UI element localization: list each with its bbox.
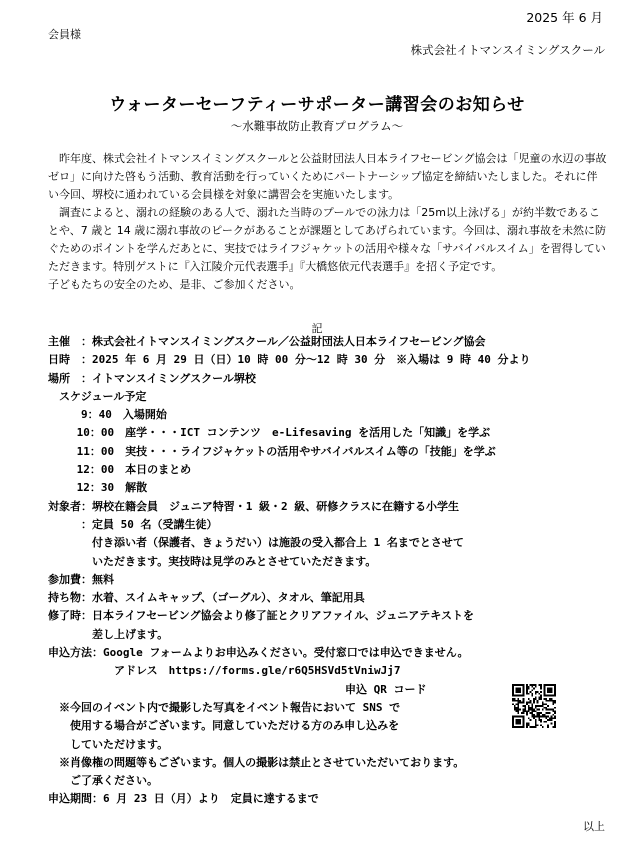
event-details <box>48 333 531 809</box>
notice-body <box>48 150 608 294</box>
note-photo-cont: 使用する場合がございます。同意していただける方のみ申し込みを <box>48 719 400 733</box>
schedule-item: 12：30 解散 <box>48 481 148 495</box>
detail-period: 申込期間：6 月 23 日（月）より 定員に達するまで <box>48 792 319 806</box>
schedule-item: 11：00 実技・・・ライフジャケットの活用やサバイバルスイム等の「技能」を学ぶ <box>48 444 496 458</box>
detail-fee: 参加費：無料 <box>48 572 114 586</box>
issue-date: 2025 年 6 月 <box>526 10 603 25</box>
application-url[interactable]: アドレス https://forms.gle/r6Q5HSVd5tVniwJj7 <box>48 664 401 678</box>
qr-code-icon[interactable] <box>512 684 556 728</box>
addressee: 会員様 <box>48 28 81 41</box>
detail-datetime: 日時 ：2025 年 6 月 29 日（日）10 時 00 分～12 時 30 分 ※入場は 9 時 40 分より <box>48 353 531 367</box>
schedule-heading: スケジュール予定 <box>48 389 147 403</box>
notice-subtitle: ～水難事故防止教育プログラム～ <box>230 119 404 133</box>
schedule-item: 9：40 入場開始 <box>48 408 167 422</box>
sender-company: 株式会社イトマンスイミングスクール <box>410 43 605 57</box>
note-portrait: ※肖像権の問題等もございます。個人の撮影は禁止とさせていただいております。 <box>48 755 465 769</box>
qr-code-label: 申込 QR コード <box>48 682 427 696</box>
detail-capacity: ：定員 50 名（受講生徒） <box>48 517 218 531</box>
detail-companion: 付き添い者（保護者、きょうだい）は施設の受入都合上 1 名までとさせて <box>48 536 464 550</box>
body-paragraph-3: 子どもたちの安全のため、是非、ご参加ください。 <box>48 278 301 291</box>
ki-marker: 記 <box>311 322 323 335</box>
schedule-item: 12：00 本日のまとめ <box>48 463 192 477</box>
note-photo-cont: していただけます。 <box>48 737 169 751</box>
body-paragraph-1: 昨年度、株式会社イトマンスイミングスクールと公益財団法人日本ライフセービング協会は「児童の水辺の事故ゼロ」に向けた啓もう活動、教育活動を行っていくためにパートナーシップ協定を締結いたしました。それに伴い今回、堺校に通われている会員様を対象に講習会を実施いたします。 <box>48 152 607 201</box>
detail-organizer: 主催 ：株式会社イトマンスイミングスクール／公益財団法人日本ライフセービング協会 <box>48 335 486 348</box>
notice-title: ウォーターセーフティーサポーター講習会のお知らせ <box>109 95 525 115</box>
body-paragraph-2: 調査によると、溺れの経験のある人で、溺れた当時のプールでの泳力は「25m以上泳げる」が約半数であることや、7 歳と 14 歳に溺れ事故のピークがあることが課題としてあげられています。今回は、溺れ事故を未然に防ぐためのポイントを学んだあとに、実技ではライフジャケットの活用や様々な「サバイバルスイム」を習得していただきます。特別ゲストに『入江陵介元代表選手』『大橋悠依元代表選手』を招く予定です。 <box>48 206 606 273</box>
detail-companion-cont: いただきます。実技時は見学のみとさせていただきます。 <box>48 554 377 568</box>
detail-completion: 修了時：日本ライフセービング協会より修了証とクリアファイル、ジュニアテキストを <box>48 609 475 623</box>
schedule-item: 10：00 座学・・・ICT コンテンツ e-Lifesaving を活用した「知識」を学ぶ <box>48 426 491 440</box>
detail-target: 対象者：堺校在籍会員 ジュニア特習・1 級・2 級、研修クラスに在籍する小学生 <box>48 499 459 513</box>
closing-mark: 以上 <box>583 820 605 833</box>
detail-venue: 場所 ：イトマンスイミングスクール堺校 <box>48 371 256 385</box>
detail-belongings: 持ち物：水着、スイムキャップ、（ゴーグル）、タオル、筆記用具 <box>48 591 365 605</box>
note-portrait-cont: ご了承ください。 <box>48 774 158 788</box>
note-photo: ※今回のイベント内で撮影した写真をイベント報告において SNS で <box>48 700 401 714</box>
detail-application: 申込方法：Google フォームよりお申込みください。受付窓口では申込できません。 <box>48 646 469 660</box>
detail-completion-cont: 差し上げます。 <box>48 627 169 641</box>
